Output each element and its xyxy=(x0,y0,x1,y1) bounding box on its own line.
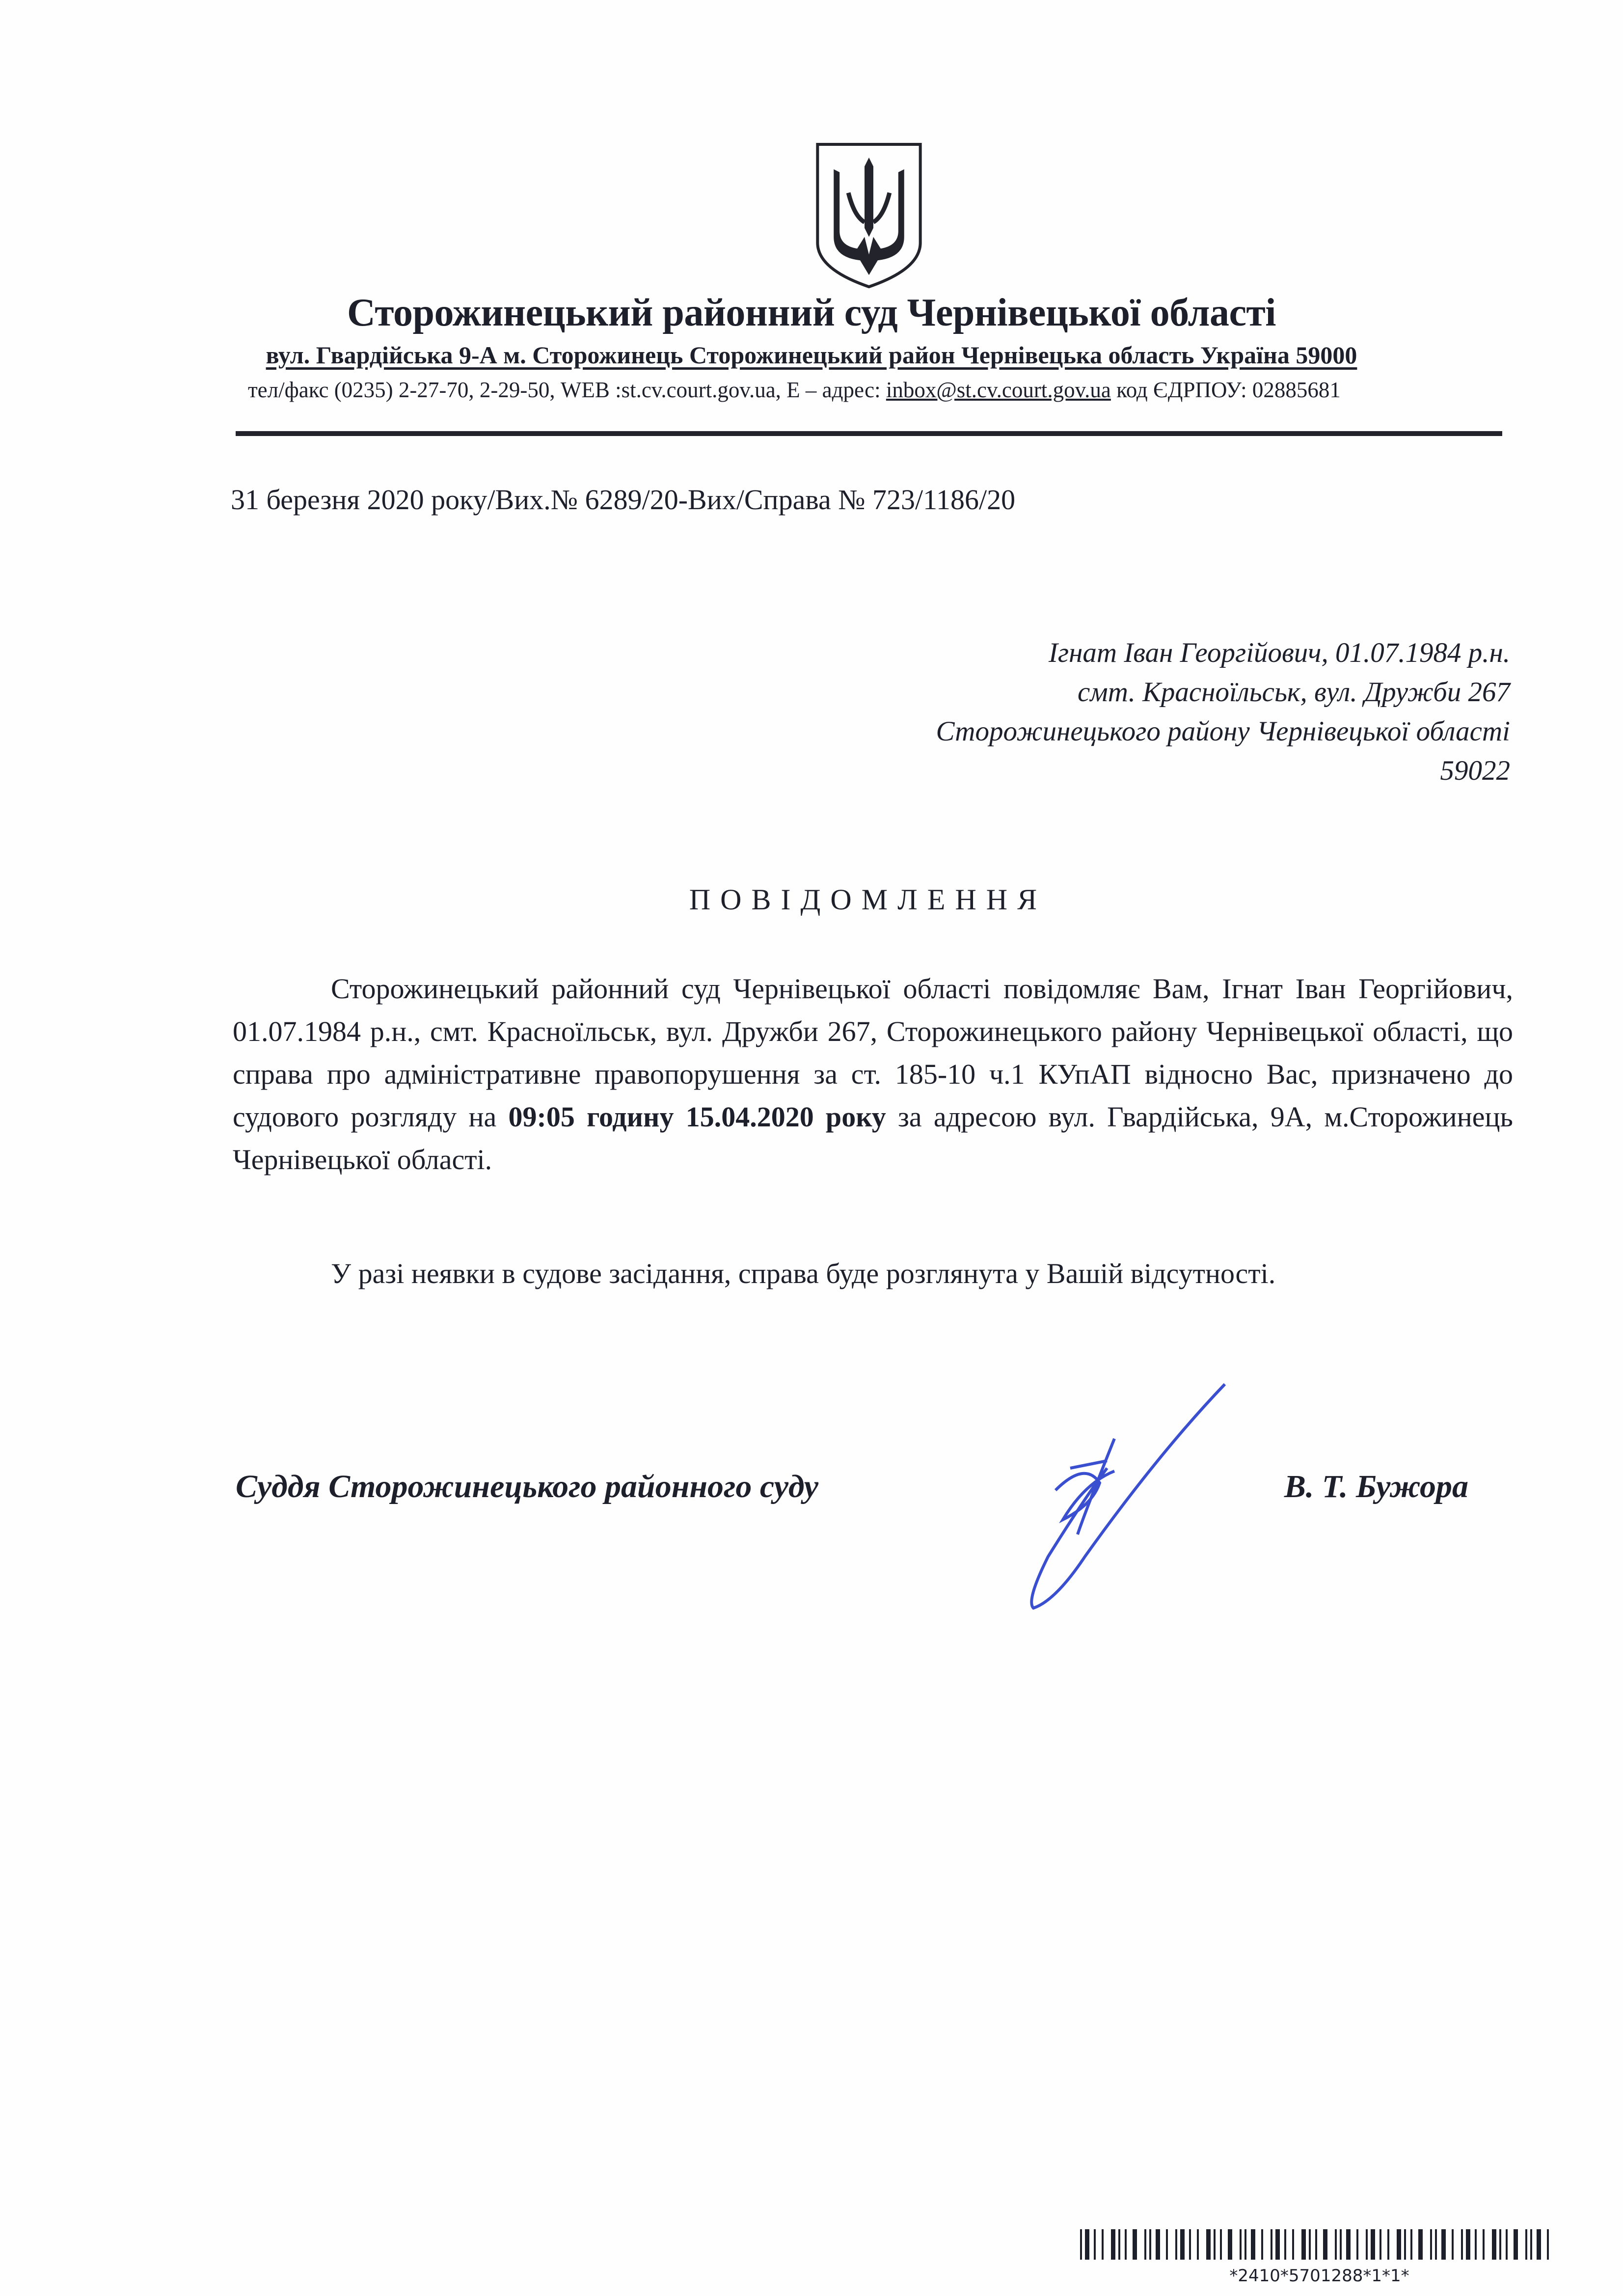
barcode-bar xyxy=(1228,2229,1232,2260)
barcode xyxy=(1080,2229,1559,2260)
barcode-bar xyxy=(1275,2229,1280,2260)
barcode-bar xyxy=(1118,2229,1120,2260)
paragraph-text: Сторожинецький районний суд Чернівецької області повідомляє Вам, Ігнат Іван Георгійович, 01.07.1984 р.н., смт. Красноїльськ, вул. Дружби 267, Сторожинецького району Чернівецької області, що справа про адміністративне правопорушення за ст. 185-10 ч.1 КУпАП відносно Вас, призначено до судового розгляду на xyxy=(233,973,1513,1133)
barcode-bar xyxy=(1537,2229,1541,2260)
addressee-line: Сторожинецького району Чернівецької області xyxy=(936,716,1510,747)
barcode-bar xyxy=(1340,2229,1342,2260)
barcode-bar xyxy=(1418,2229,1423,2260)
absence-paragraph: У разі неявки в судове засідання, справа буде розглянута у Вашій відсутності. xyxy=(331,1257,1276,1289)
barcode-bar xyxy=(1111,2229,1115,2260)
barcode-bar xyxy=(1315,2229,1317,2260)
paragraph-text: за адресою вул. Гвардійська, 9А, м.Сторожинець Чернівецької області. xyxy=(233,1101,1513,1175)
barcode-bar xyxy=(1149,2229,1151,2260)
addressee-line: смт. Красноїльськ, вул. Дружби 267 xyxy=(1078,677,1510,708)
barcode-bar xyxy=(1346,2229,1351,2260)
barcode-bar xyxy=(1380,2229,1381,2260)
barcode-bar xyxy=(1301,2229,1306,2260)
header-divider xyxy=(236,431,1502,436)
barcode-bar xyxy=(1125,2229,1127,2260)
barcode-bar xyxy=(1220,2229,1222,2260)
contacts-suffix: код ЄДРПОУ: 02885681 xyxy=(1110,378,1341,402)
barcode-bar xyxy=(1430,2229,1432,2260)
barcode-bar xyxy=(1410,2229,1412,2260)
barcode-text: *2410*5701288*1*1* xyxy=(1229,2266,1409,2286)
barcode-bar xyxy=(1397,2229,1401,2260)
coat-of-arms-icon xyxy=(812,140,925,290)
barcode-bar xyxy=(1441,2229,1446,2260)
barcode-bar xyxy=(1404,2229,1406,2260)
barcode-bar xyxy=(1080,2229,1082,2260)
barcode-bar xyxy=(1251,2229,1255,2260)
barcode-bar xyxy=(1492,2229,1496,2260)
barcode-bar xyxy=(1085,2229,1089,2260)
court-name-heading: Сторожинецький районний суд Чернівецької області xyxy=(347,291,1276,334)
barcode-bar xyxy=(1356,2229,1358,2260)
barcode-bar xyxy=(1435,2229,1437,2260)
addressee-block xyxy=(936,633,1510,791)
barcode-bar xyxy=(1547,2229,1549,2260)
barcode-bar xyxy=(1514,2229,1518,2260)
judge-position: Суддя Сторожинецького районного суду xyxy=(236,1469,819,1504)
barcode-bar xyxy=(1323,2229,1327,2260)
barcode-bar xyxy=(1180,2229,1185,2260)
barcode-bar xyxy=(1371,2229,1375,2260)
notice-title: ПОВІДОМЛЕННЯ xyxy=(689,883,1047,916)
notice-paragraph xyxy=(233,967,1513,1181)
barcode-bar xyxy=(1499,2229,1501,2260)
barcode-bar xyxy=(1094,2229,1096,2260)
court-contacts xyxy=(248,377,1341,403)
addressee-line: 59022 xyxy=(1440,755,1510,786)
barcode-bar xyxy=(1261,2229,1263,2260)
barcode-bar xyxy=(1461,2229,1463,2260)
barcode-bar xyxy=(1483,2229,1485,2260)
reference-line: 31 березня 2020 року/Вих.№ 6289/20-Вих/Справа № 723/1186/20 xyxy=(231,484,1016,516)
barcode-bar xyxy=(1466,2229,1470,2260)
barcode-bar xyxy=(1292,2229,1294,2260)
barcode-bar xyxy=(1244,2229,1246,2260)
contacts-prefix: тел/факс (0235) 2-27-70, 2-29-50, WEB :st.cv.court.gov.ua, E – адрес: xyxy=(248,378,886,402)
barcode-bar xyxy=(1284,2229,1286,2260)
barcode-bar xyxy=(1366,2229,1368,2260)
barcode-bar xyxy=(1189,2229,1191,2260)
hearing-datetime: 09:05 годину 15.04.2020 року xyxy=(508,1101,886,1133)
handwritten-signature xyxy=(1021,1380,1237,1615)
barcode-bar xyxy=(1206,2229,1211,2260)
barcode-bar xyxy=(1166,2229,1168,2260)
barcode-bar xyxy=(1335,2229,1337,2260)
barcode-bar xyxy=(1475,2229,1477,2260)
barcode-bar xyxy=(1530,2229,1532,2260)
barcode-bar xyxy=(1271,2229,1272,2260)
barcode-bar xyxy=(1156,2229,1160,2260)
judge-name: В. Т. Бужора xyxy=(1284,1469,1468,1504)
barcode-bar xyxy=(1387,2229,1389,2260)
barcode-bar xyxy=(1197,2229,1199,2260)
barcode-bar xyxy=(1214,2229,1216,2260)
barcode-bar xyxy=(1102,2229,1104,2260)
addressee-line: Ігнат Іван Георгійович, 01.07.1984 р.н. xyxy=(1048,637,1510,668)
email-link[interactable]: inbox@st.cv.court.gov.ua xyxy=(886,378,1111,402)
barcode-bar xyxy=(1240,2229,1242,2260)
barcode-bar xyxy=(1133,2229,1137,2260)
barcode-bar xyxy=(1452,2229,1454,2260)
barcode-bar xyxy=(1506,2229,1508,2260)
barcode-bar xyxy=(1144,2229,1146,2260)
court-address: вул. Гвардійська 9-А м. Сторожинець Сторожинецький район Чернівецька область Україна 59000 xyxy=(266,341,1357,369)
barcode-bar xyxy=(1175,2229,1177,2260)
barcode-bar xyxy=(1525,2229,1527,2260)
barcode-bar xyxy=(1309,2229,1311,2260)
